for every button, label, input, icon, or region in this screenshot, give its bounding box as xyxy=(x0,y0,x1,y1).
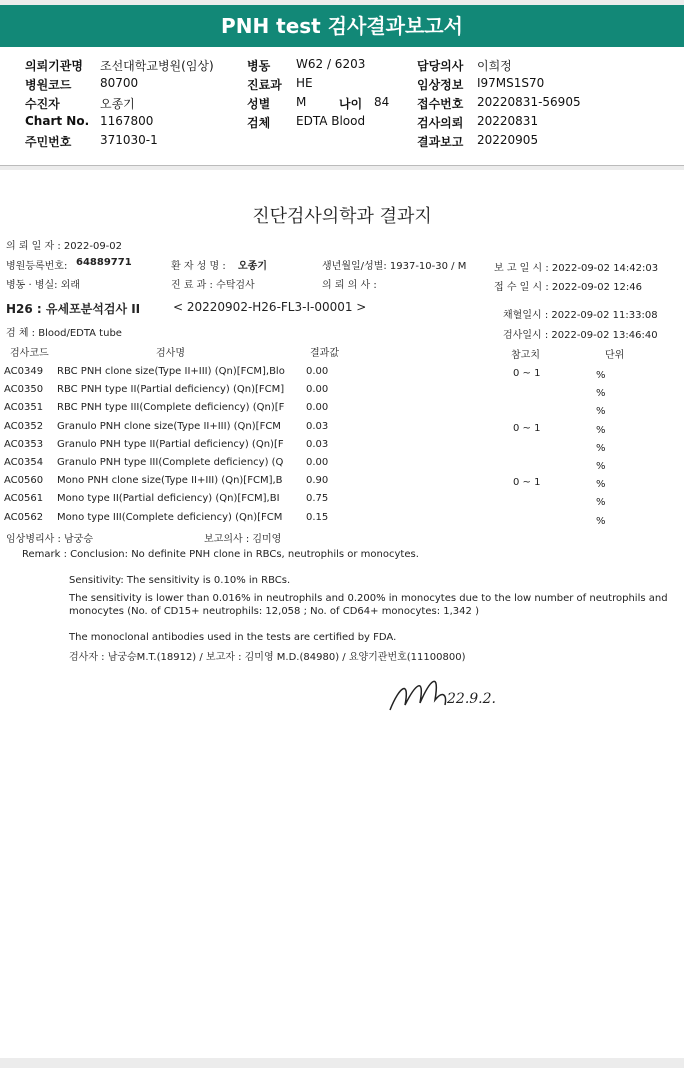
col-header-code: 검사코드 xyxy=(10,348,49,359)
specimen: 검 체 : Blood/EDTA tube xyxy=(6,328,122,339)
col-header-result: 결과값 xyxy=(310,348,339,359)
row-result: 0.00 xyxy=(306,402,329,414)
row-ref: 0 ~ 1 xyxy=(513,422,541,434)
fda-note: The monoclonal antibodies used in the tests are certified by FDA. xyxy=(69,632,397,643)
row-result: 0.00 xyxy=(306,457,329,468)
info-value: 20220831-56905 xyxy=(477,95,581,109)
row-code: AC0560 xyxy=(4,475,44,487)
row-unit: % xyxy=(596,424,606,436)
row-ref: 0 ~ 1 xyxy=(513,477,541,489)
sensitivity-1: Sensitivity: The sensitivity is 0.10% in RBCs. xyxy=(69,575,291,586)
row-name: Granulo PNH type II(Partial deficiency) (Qn)[F xyxy=(57,438,284,450)
signers: 검사자 : 남궁승M.T.(18912) / 보고자 : 김미영 M.D.(84980) / 요양기관번호(11100800) xyxy=(69,652,466,663)
signature-icon xyxy=(385,665,525,725)
test-title: H26 : 유세포분석검사 II xyxy=(6,302,141,316)
row-code: AC0561 xyxy=(4,493,44,505)
info-label: 의뢰기관명 xyxy=(25,59,83,73)
info-label: 병원코드 xyxy=(25,78,72,92)
row-name: Granulo PNH clone size(Type II+III) (Qn)[FCM xyxy=(57,420,281,432)
test-id: < 20220902-H26-FL3-I-00001 > xyxy=(173,300,367,314)
info-value: 20220905 xyxy=(477,133,539,147)
info-label: 담당의사 xyxy=(417,59,464,73)
collect-time: 채혈일시 : 2022-09-02 11:33:08 xyxy=(503,310,658,321)
row-code: AC0353 xyxy=(4,438,44,450)
row-unit: % xyxy=(596,479,606,491)
row-unit: % xyxy=(596,388,606,400)
row-result: 0.15 xyxy=(306,511,329,523)
receipt-date: 접 수 일 시 : 2022-09-02 12:46 xyxy=(494,282,643,293)
exam-time: 검사일시 : 2022-09-02 13:46:40 xyxy=(503,330,658,341)
row-ref: 0 ~ 1 xyxy=(513,368,541,379)
col-header-unit: 단위 xyxy=(605,350,625,361)
col-header-name: 검사명 xyxy=(156,348,185,359)
info-label: 결과보고 xyxy=(417,135,464,149)
row-unit: % xyxy=(596,515,606,527)
result-sheet xyxy=(0,170,684,1058)
row-unit: % xyxy=(596,461,606,472)
info-value: M xyxy=(296,95,307,109)
age-value: 84 xyxy=(374,95,390,109)
row-result: 0.75 xyxy=(306,493,329,505)
row-unit: % xyxy=(596,442,606,454)
request-date: 의 뢰 일 자 : 2022-09-02 xyxy=(6,241,123,252)
row-result: 0.90 xyxy=(306,475,329,487)
row-result: 0.03 xyxy=(306,420,329,432)
info-value: W62 / 6203 xyxy=(296,57,366,71)
info-value: I97MS1S70 xyxy=(477,76,545,90)
ward-info: 병동 · 병실: 외래 xyxy=(6,280,81,291)
row-unit: % xyxy=(596,497,606,509)
reg-no: 64889771 xyxy=(76,257,132,268)
pathologist: 임상병리사 : 남궁승 xyxy=(6,534,94,545)
report-header: PNH test 검사결과보고서 xyxy=(0,5,684,47)
info-label: 임상정보 xyxy=(417,78,464,92)
remark: Remark : Conclusion: No definite PNH clone in RBCs, neutrophils or monocytes. xyxy=(22,549,419,560)
row-code: AC0351 xyxy=(4,402,44,414)
info-label: 성별 xyxy=(247,97,271,111)
info-label: 검체 xyxy=(247,116,271,130)
row-name: Granulo PNH type III(Complete deficiency) (Q xyxy=(57,457,284,468)
info-value: HE xyxy=(296,76,313,90)
row-name: Mono type II(Partial deficiency) (Qn)[FCM],BI xyxy=(57,493,280,505)
info-value: EDTA Blood xyxy=(296,114,366,128)
row-result: 0.03 xyxy=(306,438,329,450)
patient-name: 오종기 xyxy=(238,261,267,272)
row-unit: % xyxy=(596,406,606,418)
dept-info: 진 료 과 : 수탁검사 xyxy=(171,280,255,291)
row-name: Mono type III(Complete deficiency) (Qn)[FCM xyxy=(57,511,283,523)
info-value: 1167800 xyxy=(100,114,154,128)
info-value: 조선대학교병원(임상) xyxy=(100,59,214,73)
info-label: 수진자 xyxy=(25,97,60,111)
row-unit: % xyxy=(596,370,606,381)
patient-label: 환 자 성 명 : xyxy=(171,261,226,272)
result-sheet-title: 진단검사의학과 결과지 xyxy=(252,206,432,227)
info-value: 20220831 xyxy=(477,114,539,128)
birth-info: 생년월일/성별: 1937-10-30 / M xyxy=(322,261,467,272)
signature-date: 22.9.2. xyxy=(447,691,496,707)
row-code: AC0354 xyxy=(4,457,44,468)
row-code: AC0352 xyxy=(4,420,44,432)
sensitivity-3: monocytes (No. of CD15+ neutrophils: 12,058 ; No. of CD64+ monocytes: 1,342 ) xyxy=(69,606,479,617)
row-result: 0.00 xyxy=(306,384,329,396)
row-name: RBC PNH type III(Complete deficiency) (Qn)[F xyxy=(57,402,285,414)
reg-no-label: 병원등록번호: xyxy=(6,261,68,272)
info-value: 80700 xyxy=(100,76,139,90)
row-name: RBC PNH clone size(Type II+III) (Qn)[FCM],Blo xyxy=(57,366,285,377)
row-name: Mono PNH clone size(Type II+III) (Qn)[FCM],B xyxy=(57,475,283,487)
info-label: 검사의뢰 xyxy=(417,116,464,130)
sensitivity-2: The sensitivity is lower than 0.016% in neutrophils and 0.200% in monocytes due to the low number of neutrophils and xyxy=(69,593,668,604)
info-label: Chart No. xyxy=(25,114,90,128)
info-label: 진료과 xyxy=(247,78,282,92)
reporter: 보고의사 : 김미영 xyxy=(204,534,282,545)
age-label: 나이 xyxy=(339,97,363,111)
request-info-panel xyxy=(0,47,684,166)
row-code: AC0349 xyxy=(4,366,44,377)
info-label: 병동 xyxy=(247,59,271,73)
info-label: 주민번호 xyxy=(25,135,72,149)
col-header-ref: 참고치 xyxy=(511,350,540,361)
info-value: 이희정 xyxy=(477,59,512,73)
row-code: AC0562 xyxy=(4,511,44,523)
info-label: 접수번호 xyxy=(417,97,464,111)
doctor-info: 의 뢰 의 사 : xyxy=(322,280,377,291)
report-date: 보 고 일 시 : 2022-09-02 14:42:03 xyxy=(494,263,659,274)
info-value: 371030-1 xyxy=(100,133,158,147)
row-result: 0.00 xyxy=(306,366,329,377)
row-code: AC0350 xyxy=(4,384,44,396)
info-value: 오종기 xyxy=(100,97,135,111)
row-name: RBC PNH type II(Partial deficiency) (Qn)[FCM] xyxy=(57,384,285,396)
